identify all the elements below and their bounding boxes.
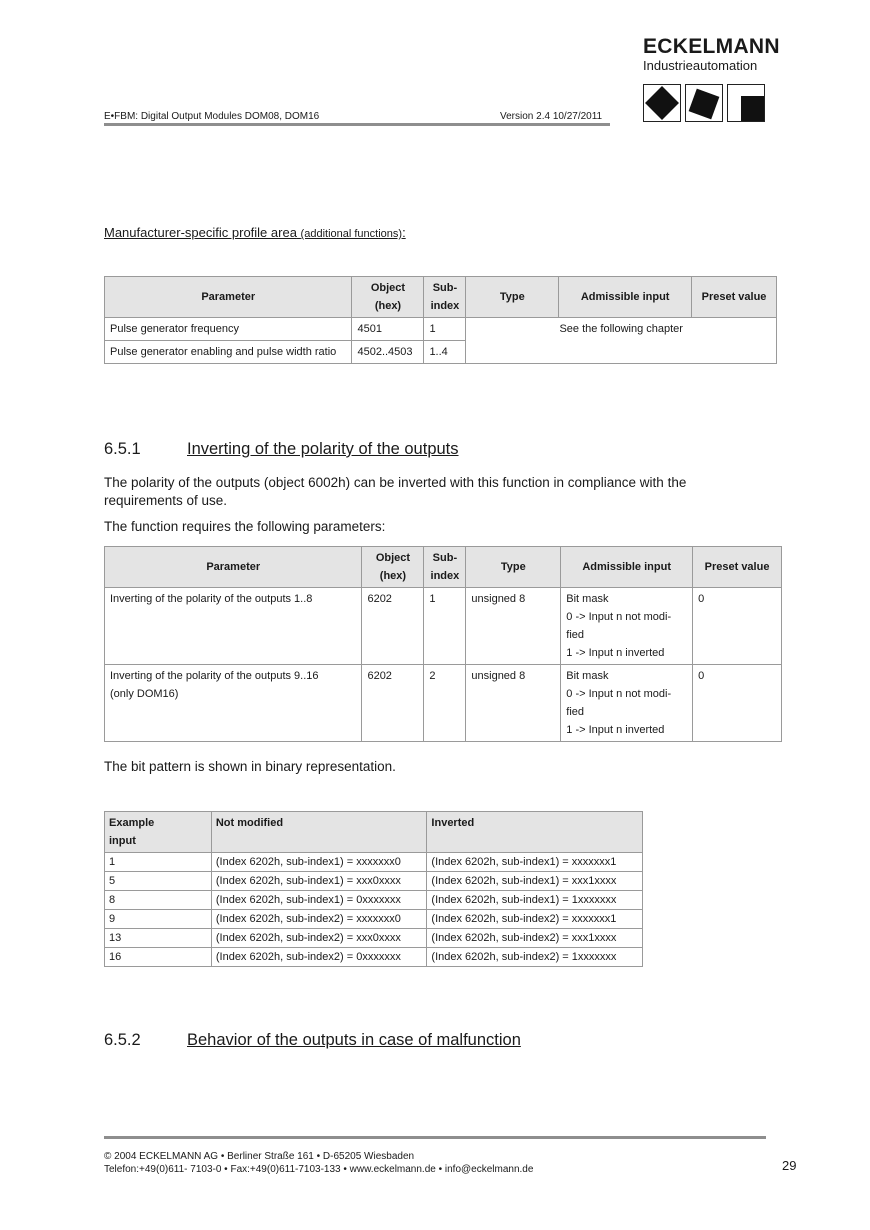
cell-type: unsigned 8 <box>466 588 561 665</box>
col-parameter: Parameter <box>105 547 362 588</box>
cell-example-input: 5 <box>105 872 212 891</box>
cell-not-modified: (Index 6202h, sub-index2) = xxxxxxx0 <box>211 910 427 929</box>
cell-object: 4501 <box>352 318 424 341</box>
cell-inverted: (Index 6202h, sub-index1) = xxxxxxx1 <box>427 853 643 872</box>
brand-name: ECKELMANN <box>643 35 780 58</box>
cell-admissible-input: Bit mask 0 -> Input n not modi- fied 1 -> Input n inverted <box>561 665 693 742</box>
cell-not-modified: (Index 6202h, sub-index1) = xxx0xxxx <box>211 872 427 891</box>
footer-line-2: Telefon:+49(0)611- 7103-0 • Fax:+49(0)611-7103-133 • www.eckelmann.de • info@eckelmann.de <box>104 1164 534 1175</box>
cell-sub-index: 2 <box>424 665 466 742</box>
section-6-5-1-paragraph-2: The function requires the following parameters: <box>104 519 386 534</box>
cell-sub-index: 1..4 <box>424 341 466 364</box>
manufacturer-profile-heading: Manufacturer-specific profile area (additional functions): <box>104 225 406 240</box>
section-6-5-1-paragraph: The polarity of the outputs (object 6002h) can be inverted with this function in compliance with the requirements of use. <box>104 475 687 508</box>
logo-square-3 <box>727 84 765 122</box>
col-preset-value: Preset value <box>692 277 777 318</box>
polarity-parameter-table <box>104 546 782 742</box>
cell-not-modified: (Index 6202h, sub-index2) = xxx0xxxx <box>211 929 427 948</box>
table-row <box>105 948 643 967</box>
col-object-hex: Object (hex) <box>362 547 424 588</box>
section-title: Inverting of the polarity of the outputs <box>187 440 459 458</box>
cell-inverted: (Index 6202h, sub-index1) = 1xxxxxxx <box>427 891 643 910</box>
col-type: Type <box>466 547 561 588</box>
col-not-modified: Not modified <box>211 812 427 853</box>
cell-preset-value: 0 <box>693 588 782 665</box>
cell-object: 6202 <box>362 588 424 665</box>
cell-inverted: (Index 6202h, sub-index1) = xxx1xxxx <box>427 872 643 891</box>
cell-object: 6202 <box>362 665 424 742</box>
cell-parameter: Inverting of the polarity of the outputs 9..16 (only DOM16) <box>105 665 362 742</box>
logo-square-1 <box>643 84 681 122</box>
cell-sub-index: 1 <box>424 588 466 665</box>
cell-parameter: Inverting of the polarity of the outputs 1..8 <box>105 588 362 665</box>
cell-example-input: 1 <box>105 853 212 872</box>
table-header-row <box>105 277 777 318</box>
section-6-5-1-heading <box>104 440 704 462</box>
cell-parameter: Pulse generator frequency <box>105 318 352 341</box>
section-number: 6.5.1 <box>104 440 141 458</box>
cell-admissible-input: Bit mask 0 -> Input n not modi- fied 1 -> Input n inverted <box>561 588 693 665</box>
table-row <box>105 910 643 929</box>
table-header-row <box>105 812 643 853</box>
bit-pattern-paragraph: The bit pattern is shown in binary representation. <box>104 759 396 774</box>
cell-parameter: Pulse generator enabling and pulse width ratio <box>105 341 352 364</box>
col-admissible-input: Admissible input <box>561 547 693 588</box>
table-row <box>105 872 643 891</box>
table-row <box>105 665 782 742</box>
table-row <box>105 853 643 872</box>
brand-subtitle: Industrieautomation <box>643 58 758 73</box>
section-number: 6.5.2 <box>104 1031 141 1049</box>
col-parameter: Parameter <box>105 277 352 318</box>
cell-inverted: (Index 6202h, sub-index2) = xxxxxxx1 <box>427 910 643 929</box>
cell-sub-index: 1 <box>424 318 466 341</box>
col-preset-value: Preset value <box>693 547 782 588</box>
eckelmann-logo <box>643 0 780 130</box>
cell-example-input: 16 <box>105 948 212 967</box>
cell-example-input: 9 <box>105 910 212 929</box>
table-header-row <box>105 547 782 588</box>
cell-inverted: (Index 6202h, sub-index2) = xxx1xxxx <box>427 929 643 948</box>
page-number: 29 <box>782 1158 797 1173</box>
section-title: Behavior of the outputs in case of malfunction <box>187 1031 521 1049</box>
merged-note-cell: See the following chapter <box>466 318 777 364</box>
col-type: Type <box>466 277 559 318</box>
col-admissible-input: Admissible input <box>559 277 692 318</box>
table-row <box>105 588 782 665</box>
cell-not-modified: (Index 6202h, sub-index1) = 0xxxxxxx <box>211 891 427 910</box>
col-sub-index: Sub- index <box>424 277 466 318</box>
footer-rule <box>104 1136 766 1139</box>
cell-example-input: 8 <box>105 891 212 910</box>
table-row <box>105 318 777 341</box>
logo-square-2 <box>685 84 723 122</box>
manufacturer-parameter-table <box>104 276 777 364</box>
section-6-5-2-heading <box>104 1031 704 1053</box>
cell-inverted: (Index 6202h, sub-index2) = 1xxxxxxx <box>427 948 643 967</box>
header-document-title: E•FBM: Digital Output Modules DOM08, DOM16 <box>104 111 320 122</box>
bit-pattern-example-table <box>104 811 643 967</box>
header-rule <box>104 123 610 126</box>
cell-example-input: 13 <box>105 929 212 948</box>
footer-line-1: © 2004 ECKELMANN AG • Berliner Straße 161 • D-65205 Wiesbaden <box>104 1151 415 1162</box>
footer-address <box>104 1150 533 1176</box>
col-sub-index: Sub- index <box>424 547 466 588</box>
cell-not-modified: (Index 6202h, sub-index1) = xxxxxxx0 <box>211 853 427 872</box>
col-object-hex: Object (hex) <box>352 277 424 318</box>
cell-not-modified: (Index 6202h, sub-index2) = 0xxxxxxx <box>211 948 427 967</box>
header-version: Version 2.4 10/27/2011 <box>500 111 603 122</box>
table-row <box>105 891 643 910</box>
cell-object: 4502..4503 <box>352 341 424 364</box>
table-row <box>105 929 643 948</box>
cell-type: unsigned 8 <box>466 665 561 742</box>
col-inverted: Inverted <box>427 812 643 853</box>
col-example-input: Example input <box>105 812 212 853</box>
cell-preset-value: 0 <box>693 665 782 742</box>
